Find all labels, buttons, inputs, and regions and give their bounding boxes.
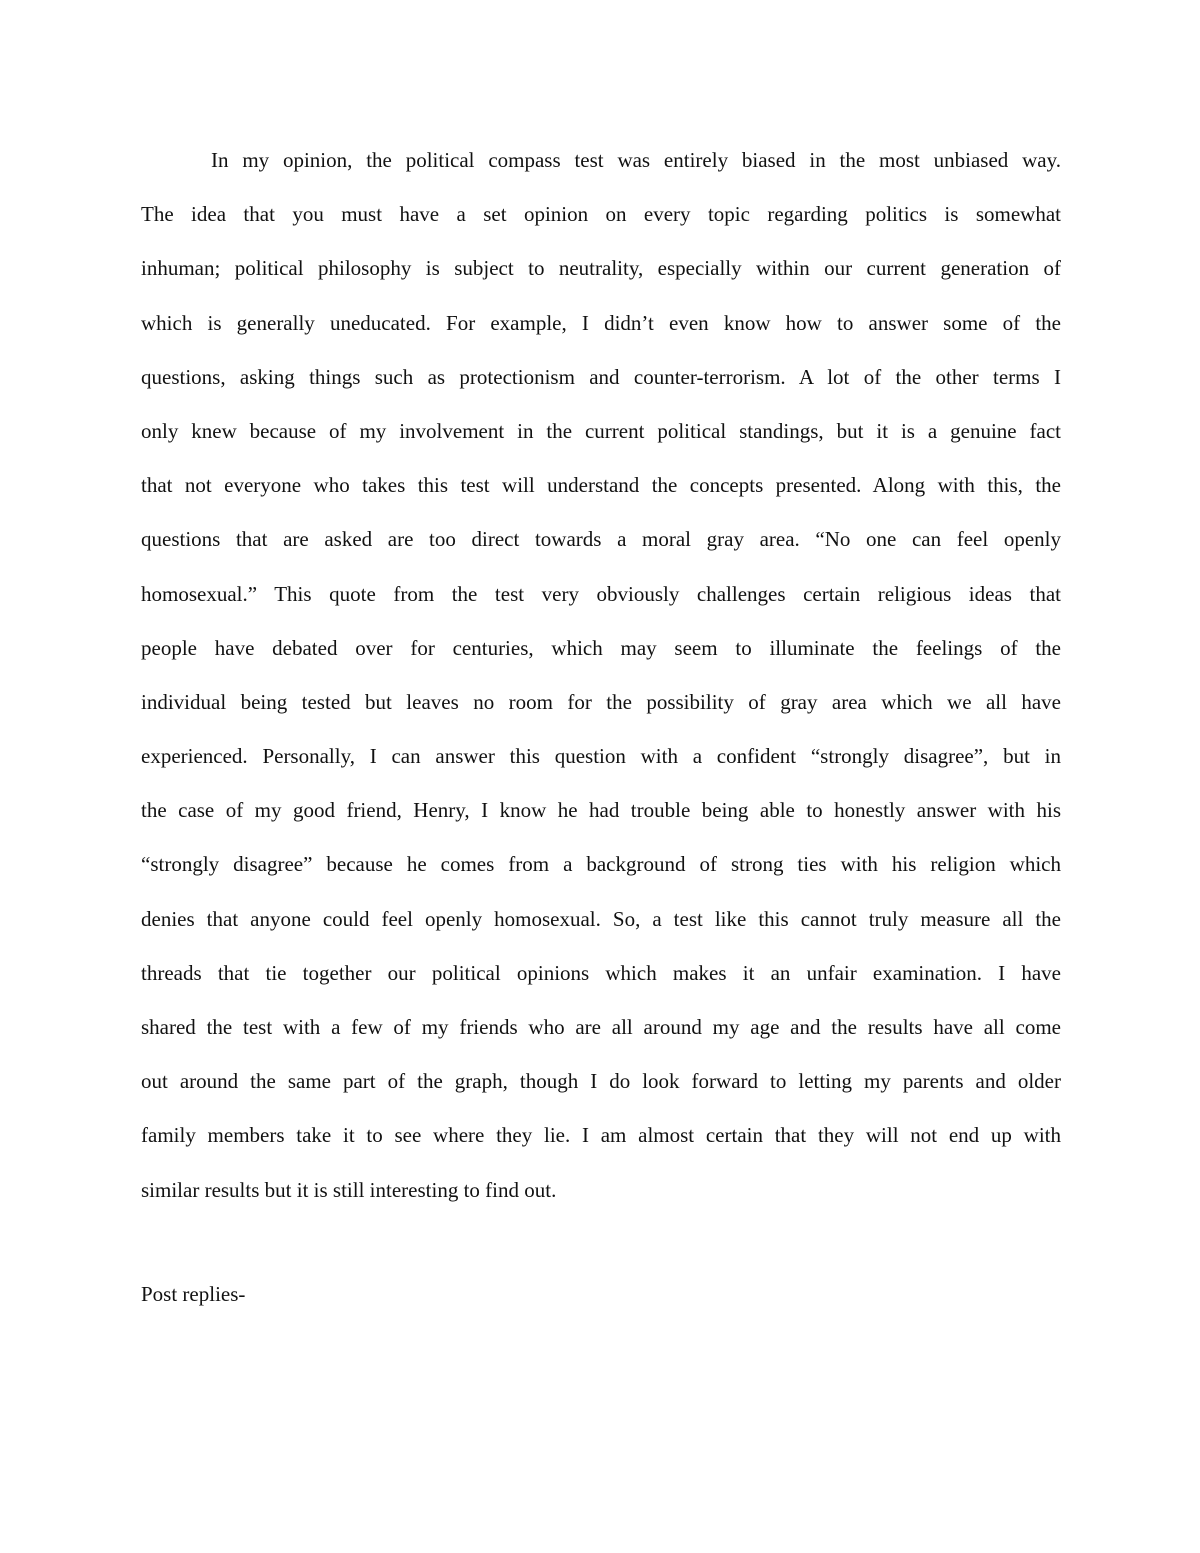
essay-line: out around the same part of the graph, though I do look forward to letting my parents and older [141, 1069, 1061, 1094]
essay-line: people have debated over for centuries, which may seem to illuminate the feelings of the [141, 635, 1061, 660]
essay-line: The idea that you must have a set opinion on every topic regarding politics is somewhat [141, 202, 1061, 227]
post-replies-label: Post replies- [141, 1282, 246, 1306]
essay-line: denies that anyone could feel openly homosexual. So, a test like this cannot truly measure all the [141, 906, 1061, 931]
essay-line: questions, asking things such as protectionism and counter-terrorism. A lot of the other terms I [141, 364, 1061, 389]
essay-paragraph [141, 140, 1061, 1224]
essay-line: shared the test with a few of my friends who are all around my age and the results have all come [141, 1015, 1061, 1039]
essay-line: homosexual.” This quote from the test very obviously challenges certain religious ideas that [141, 581, 1061, 606]
essay-line: family members take it to see where they lie. I am almost certain that they will not end up with [141, 1123, 1061, 1148]
essay-line: that not everyone who takes this test will understand the concepts presented. Along with this, the [141, 473, 1061, 498]
essay-line: questions that are asked are too direct towards a moral gray area. “No one can feel openly [141, 527, 1061, 552]
essay-line: individual being tested but leaves no room for the possibility of gray area which we all have [141, 689, 1061, 714]
essay-line: threads that tie together our political opinions which makes it an unfair examination. I have [141, 960, 1061, 985]
essay-line: inhuman; political philosophy is subject to neutrality, especially within our current generation of [141, 256, 1061, 281]
essay-line: only knew because of my involvement in the current political standings, but it is a genuine fact [141, 418, 1061, 443]
essay-line: “strongly disagree” because he comes from a background of strong ties with his religion which [141, 852, 1061, 877]
essay-line: which is generally uneducated. For example, I didn’t even know how to answer some of the [141, 310, 1061, 335]
essay-line: the case of my good friend, Henry, I know he had trouble being able to honestly answer with his [141, 798, 1061, 823]
essay-line: In my opinion, the political compass test was entirely biased in the most unbiased way. [211, 148, 1061, 172]
essay-line: similar results but it is still interesting to find out. [141, 1177, 557, 1202]
essay-line: experienced. Personally, I can answer this question with a confident “strongly disagree”, but in [141, 744, 1061, 769]
